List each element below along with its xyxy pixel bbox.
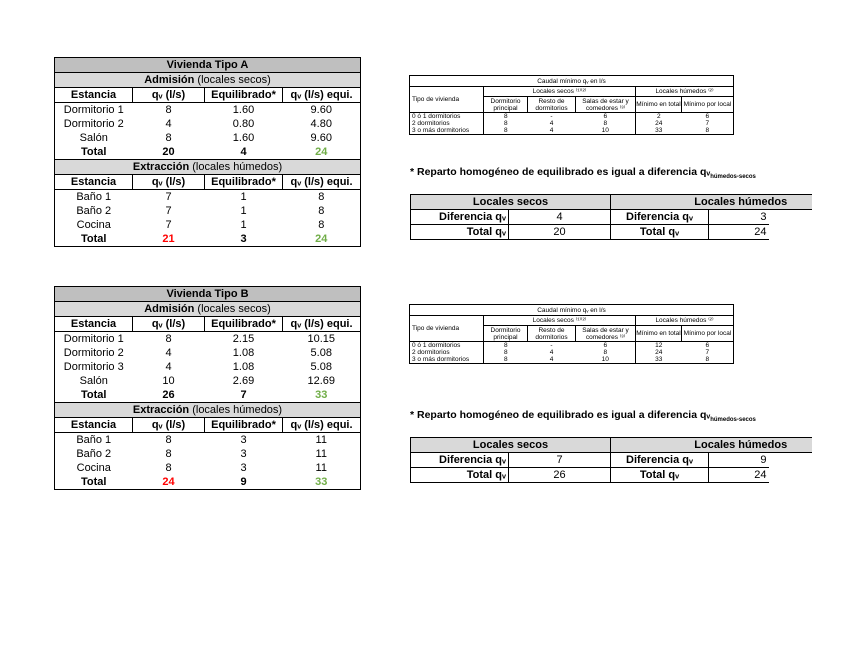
vivienda-a-table: Vivienda Tipo A Admisión (locales secos) Estancia qᵥ (l/s) Equilibrado* qᵥ (l/s) equi. Dormitorio 1 8 1.60 9.60 Dormitorio 2 4 0.80 4.80 Salón 8 1.60 9.60 Total 20 4 24 Extracción (locales húmedos) Estancia qᵥ (l/s) Equilibrado* qᵥ (l/s) equi. Baño 1 7 1 8 Baño 2 7 1 8 Cocina 7 1 8 Total 21 3 24 [54,57,361,247]
table-row: Cocina 8 3 11 [55,461,361,475]
table-row: Dormitorio 1 8 1.60 9.60 [55,103,361,118]
table-row: Salón 10 2.69 12.69 [55,374,361,388]
tipo-vivienda-header: Tipo de vivienda [410,316,484,342]
diff-table-b-wrapper [410,437,812,485]
table-row: 3 o más dormitorios 8 4 10 33 8 [410,356,734,364]
total-row: Total 20 4 24 [55,145,361,160]
table-row: 2 dormitorios 8 4 8 24 7 [410,120,734,127]
table-row: Baño 1 8 3 11 [55,433,361,448]
table-row: Salón 8 1.60 9.60 [55,131,361,145]
table-row: Baño 2 8 3 11 [55,447,361,461]
diff-table-a-wrapper [410,194,812,242]
table-row: Dormitorio 2 4 0.80 4.80 [55,117,361,131]
diff-table-b: Locales secos Locales húmedos Diferencia qᵥ 7 Diferencia qᵥ 9 Total qᵥ 26 Total qᵥ 24 [410,437,812,483]
locales-humedos-header: Locales húmedos [611,438,813,453]
vivienda-b-title: Vivienda Tipo B [55,287,361,302]
tipo-vivienda-header: Tipo de vivienda [410,87,484,113]
equilibrado-note-b: * Reparto homogéneo de equilibrado es igual a diferencia qᵥ$_{húmedos-secos}$ [410,409,756,424]
table-row: Dormitorio 2 4 1.08 5.08 [55,346,361,360]
table-row: 0 ó 1 dormitorios 8 - 6 2 6 [410,113,734,121]
vivienda-a-title: Vivienda Tipo A [55,58,361,73]
vivienda-b-table: Vivienda Tipo B Admisión (locales secos) Estancia qᵥ (l/s) Equilibrado* qᵥ (l/s) equi. Dormitorio 1 8 2.15 10.15 Dormitorio 2 4 1.08 5.08 Dormitorio 3 4 1.08 5.08 Salón 10 2.69 12.69 Total 26 7 33 Extracción (locales húmedos) Estancia qᵥ (l/s) Equilibrado* qᵥ (l/s) equi. Baño 1 8 3 11 Baño 2 8 3 11 Cocina 8 3 11 Total 24 9 33 [54,286,361,490]
caudal-minimo-table-b: Caudal mínimo qᵥ en l/s Tipo de vivienda Locales secos ⁽¹⁾⁽²⁾ Locales húmedos ⁽²⁾ Dormitorio principal Resto de dormitorios Salas de estar y comedores ⁽³⁾ Mínimo en total Mínimo por local 0 ó 1 dormitorios 8 - 6 12 6 2 dormitorios 8 4 8 24 7 3 o más dormitorios 8 4 10 33 8 [409,304,734,364]
diff-table-a: Locales secos Locales húmedos Diferencia qᵥ 4 Diferencia qᵥ 3 Total qᵥ 20 Total qᵥ 24 [410,194,812,240]
locales-secos-header: Locales secos [411,438,611,453]
admision-header: Admisión (locales secos) [55,73,361,88]
caudal-title: Caudal mínimo qᵥ en l/s [410,76,734,87]
table-row: Dormitorio 3 4 1.08 5.08 [55,360,361,374]
caudal-minimo-table-a: Caudal mínimo qᵥ en l/s Tipo de vivienda Locales secos ⁽¹⁾⁽²⁾ Locales húmedos ⁽²⁾ Dormitorio principal Resto de dormitorios Salas de estar y comedores ⁽³⁾ Mínimo en total Mínimo por local 0 ó 1 dormitorios 8 - 6 2 6 2 dormitorios 8 4 8 24 7 3 o más dormitorios 8 4 10 33 8 [409,75,734,135]
extraccion-header: Extracción (locales húmedos) [55,403,361,418]
locales-humedos-header: Locales húmedos [611,195,813,210]
col-equilibrado: Equilibrado* [205,88,283,103]
table-row: Baño 1 7 1 8 [55,190,361,205]
equilibrado-note-a: * Reparto homogéneo de equilibrado es igual a diferencia qᵥ$_{húmedos-secos}$ [410,166,756,181]
table-row: Baño 2 7 1 8 [55,204,361,218]
total-row: Total 26 7 33 [55,388,361,403]
table-row: Cocina 7 1 8 [55,218,361,232]
col-estancia: Estancia [55,88,133,103]
table-row: 0 ó 1 dormitorios 8 - 6 12 6 [410,342,734,350]
locales-secos-header: Locales secos [411,195,611,210]
table-row: 2 dormitorios 8 4 8 24 7 [410,349,734,356]
col-qv: qᵥ (l/s) [133,88,205,103]
caudal-title: Caudal mínimo qᵥ en l/s [410,305,734,316]
total-row: Total 24 9 33 [55,475,361,490]
total-row: Total 21 3 24 [55,232,361,247]
table-row: 3 o más dormitorios 8 4 10 33 8 [410,127,734,135]
admision-header: Admisión (locales secos) [55,302,361,317]
table-row: Dormitorio 1 8 2.15 10.15 [55,332,361,347]
extraccion-header: Extracción (locales húmedos) [55,160,361,175]
col-qv-equi: qᵥ (l/s) equi. [283,88,361,103]
